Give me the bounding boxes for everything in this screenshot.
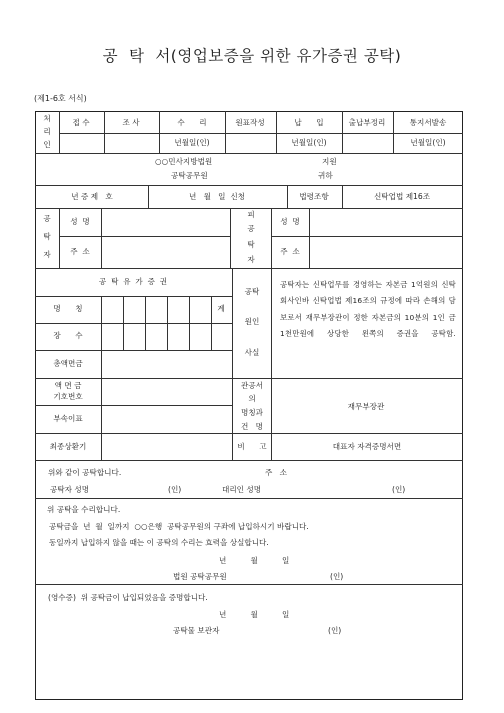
rule: [104, 111, 105, 153]
rule: [35, 584, 463, 585]
rule: [159, 111, 160, 153]
rule: [35, 208, 463, 209]
beneficiary-name-label: 성 명: [280, 217, 300, 226]
rule: [35, 433, 463, 434]
beneficiary-side-label: 공: [247, 224, 255, 233]
rule: [342, 185, 343, 208]
rule: [59, 111, 60, 153]
receipt-statement: (영수증) 위 공탁금이 납입되었음을 증명합니다.: [48, 593, 208, 602]
securities-count-total: 계: [217, 304, 225, 313]
receipt-date: 년 월 일: [219, 610, 290, 619]
form-number: (제1-6호 서식): [34, 94, 87, 103]
court-name: ○○민사지방법원: [155, 157, 213, 166]
accept-payment-instruction: 공탁금을 년 월 일까지 ○○은행 공탁공무원의 구좌에 납입하시기 바랍니다.: [49, 522, 309, 531]
page-title: 공 탁 서(영업보증을 위한 유가증권 공탁): [102, 47, 402, 65]
header-receipt: 접 수: [72, 118, 90, 127]
court-officer: 공탁공무원: [171, 171, 208, 180]
reason-label: 사실: [244, 348, 260, 357]
securities-sheets-label: 장 수: [53, 331, 83, 340]
final-maturity-label: 최종상환기: [49, 442, 87, 451]
rule: [59, 208, 60, 268]
header-inspection: 조 사: [122, 118, 140, 127]
rule: [287, 185, 288, 208]
reason-label: 원인: [244, 317, 260, 326]
rule: [211, 296, 212, 350]
rule: [276, 111, 277, 153]
depositor-address-label: 주 소: [70, 247, 90, 256]
date-stamp: 년월일(인): [410, 138, 446, 147]
custodian-signature: 공탁물 보관자: [173, 626, 220, 635]
rule: [35, 323, 232, 324]
rule: [271, 268, 272, 460]
rule: [342, 111, 343, 153]
processing-side-label-3: 인: [43, 140, 51, 149]
authority-label: 관공서: [240, 381, 264, 390]
face-value-label: 액 면 금: [54, 381, 82, 390]
reason-text: 공탁자는 신탁업무를 경영하는 자본금 1억원의 신탁회사인바 신탁업법 제16조의 규정에 따라 손해의 담보로서 재무부장관이 정한 자본금의 10분의 1인 금 1천만원에 상당한 왼쪽의 증권을 공탁함.: [280, 280, 456, 339]
authority-label: 명칭과: [240, 408, 264, 417]
rule: [145, 296, 146, 350]
rule: [35, 185, 463, 186]
statute-label: 법령조항: [299, 192, 329, 201]
rule: [59, 236, 230, 237]
beneficiary-side-label: 탁: [247, 240, 255, 249]
rule: [167, 296, 168, 350]
rule: [309, 208, 310, 268]
header-notice-sent: 통지서발송: [409, 118, 447, 127]
rule: [189, 296, 190, 350]
processing-side-label-1: 처: [43, 114, 51, 123]
agent-signature-label: 대리인 성명: [222, 485, 262, 494]
processing-side-label-2: 리: [43, 127, 51, 136]
rule: [232, 268, 233, 460]
statute-value: 신탁업법 제16조: [373, 192, 431, 201]
coupon-label: 부속이표: [53, 414, 83, 423]
court-addressee: 귀하: [318, 171, 333, 180]
court-officer-seal: (인): [330, 572, 344, 581]
authority-label: 의: [248, 394, 256, 403]
rule: [393, 111, 394, 153]
remarks-label: 비 고: [237, 442, 267, 451]
date-stamp: 년월일(인): [174, 138, 210, 147]
rule: [35, 350, 232, 351]
rule: [101, 296, 102, 378]
depositor-seal: (인): [168, 485, 182, 494]
header-acceptance: 수 리: [177, 118, 207, 127]
beneficiary-side-label: 자: [247, 255, 255, 264]
symbol-number-label: 기호번호: [53, 392, 83, 401]
rule: [148, 185, 149, 208]
custodian-seal: (인): [328, 626, 342, 635]
rule: [101, 378, 102, 460]
rule: [101, 208, 102, 268]
rule: [35, 268, 463, 269]
reason-label: 공탁: [244, 287, 260, 296]
agent-seal: (인): [392, 485, 406, 494]
securities-name-label: 명 칭: [53, 304, 83, 313]
rule: [35, 153, 463, 154]
rule: [35, 498, 463, 499]
authority-label: 건 명: [241, 422, 263, 431]
rule: [123, 296, 124, 350]
apply-address-label: 주 소: [265, 468, 287, 477]
rule: [59, 133, 463, 134]
court-branch: 지원: [322, 157, 337, 166]
depositor-signature-label: 공탁자 성명: [50, 485, 90, 494]
depositor-side-label: 공: [43, 214, 51, 223]
accept-statement: 위 공탁을 수리합니다.: [47, 505, 121, 514]
rule: [35, 460, 463, 461]
rule: [35, 378, 463, 379]
certificate-number: 년 증 제 호: [71, 192, 113, 201]
remarks-value: 대표자 자격증명서면: [332, 442, 402, 451]
rule: [230, 208, 231, 268]
rule: [271, 208, 272, 268]
rule: [225, 111, 226, 153]
apply-statement: 위와 같이 공탁합니다.: [48, 468, 122, 477]
depositor-side-label: 탁: [43, 232, 51, 241]
depositor-side-label: 자: [43, 250, 51, 259]
application-date: 년 월 일 신청: [189, 192, 245, 201]
header-payment: 납 입: [294, 118, 324, 127]
header-ledger-entry: 원표작성: [235, 118, 265, 127]
accept-date: 년 월 일: [219, 556, 290, 565]
accept-expiry-notice: 동일까지 납입하지 않을 때는 이 공탁의 수리는 효력을 상실합니다.: [49, 538, 269, 547]
rule: [271, 236, 463, 237]
rule: [35, 296, 232, 297]
depositor-name-label: 성 명: [70, 217, 90, 226]
beneficiary-side-label: 피: [247, 210, 255, 219]
date-stamp: 년월일(인): [291, 138, 327, 147]
securities-total-label: 총액면금: [53, 359, 83, 368]
rule: [35, 405, 232, 406]
header-cashbook: 출납부정리: [348, 118, 386, 127]
beneficiary-address-label: 주 소: [280, 247, 300, 256]
authority-value: 재무부장관: [347, 402, 385, 411]
securities-header: 공 탁 유 가 증 권: [98, 277, 168, 286]
court-officer-signature: 법원 공탁공무원: [173, 572, 227, 581]
